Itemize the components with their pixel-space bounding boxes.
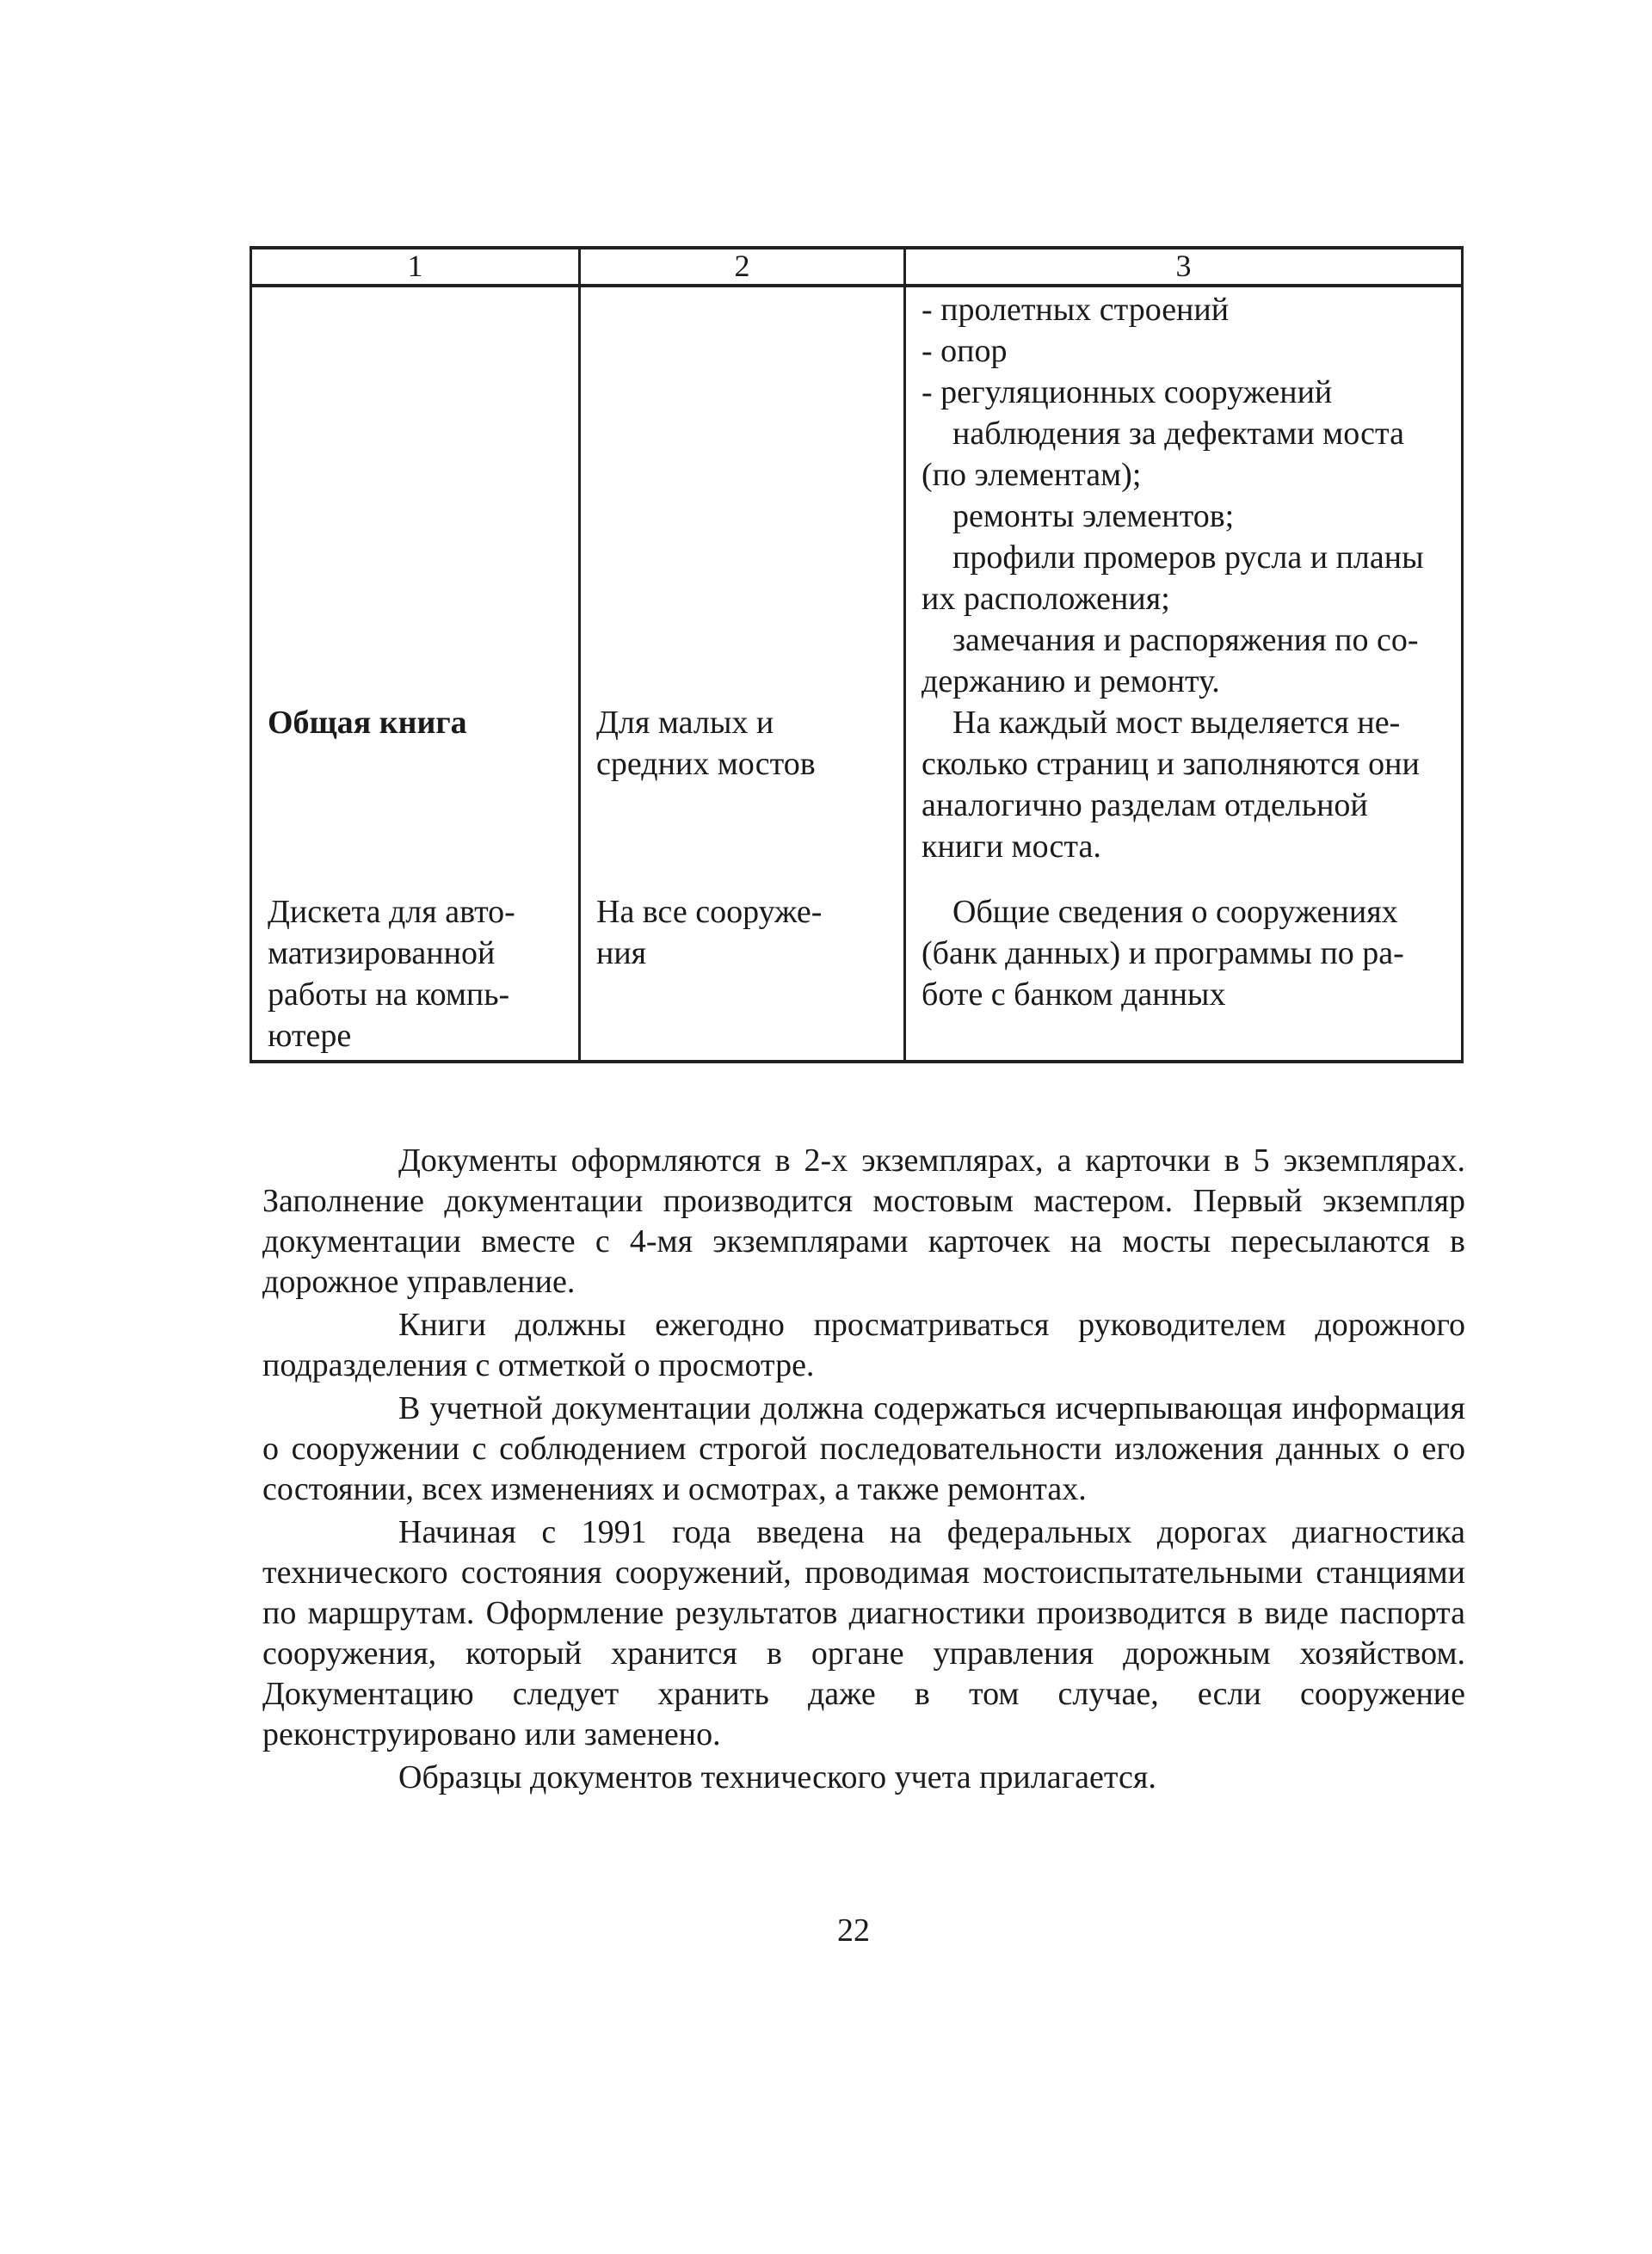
cell-line: наблюдения за дефектами моста	[952, 416, 1404, 452]
cell-line: - опор	[922, 333, 1008, 369]
paragraph: Образцы документов технического учета прилагается.	[398, 1759, 1156, 1795]
cell-line: Общие сведения о сооружениях	[952, 894, 1398, 930]
cell-line: Общая книга	[268, 705, 467, 741]
cell-line: Для малых и	[596, 705, 774, 741]
paragraph: Документы оформляются в 2-х экземплярах, а карточки в 5 экземплярах. Заполнение документации производится мостовым мастером. Первый экземпляр документации вместе с 4-мя экземплярами карточек на мосты пересылаются в дорожное управление.	[262, 1142, 1465, 1300]
cell-line: На все сооруже-	[596, 894, 823, 930]
cell-line: ютере	[268, 1018, 352, 1054]
paragraph: Книги должны ежегодно просматриваться руководителем дорожного подразделения с отметкой о просмотре.	[262, 1307, 1465, 1383]
cell-line: их расположения;	[922, 581, 1170, 617]
page-number: 22	[837, 1912, 870, 1949]
paragraph: Начиная с 1991 года введена на федеральных дорогах диагностика технического состояния сооружений, проводимая мостоиспытательными станциями по маршрутам. Оформление результатов диагностики производится в виде паспорта сооружения, который хранится в органе управления дорожным хозяйством. Документацию следует хранить даже в том случае, если сооружение реконструировано или заменено.	[262, 1514, 1465, 1752]
cell-line: На каждый мост выделяется не-	[952, 705, 1401, 741]
cell-line: Дискета для авто-	[268, 894, 515, 930]
paragraph: В учетной документации должна содержаться исчерпывающая информация о сооружении с соблюдением строгой последовательности изложения данных о его состоянии, всех изменениях и осмотрах, а также ремонтах.	[262, 1390, 1465, 1507]
table-row	[251, 702, 1463, 891]
cell-line: средних мостов	[596, 746, 816, 782]
row1-cell-3	[905, 286, 1463, 702]
body-text	[262, 1141, 1465, 1801]
column-header-1: 1	[251, 248, 580, 286]
row1-cell-1	[251, 286, 580, 702]
bridge-documents-table	[250, 246, 1464, 1063]
row3-cell-3	[905, 891, 1463, 1062]
row2-cell-3	[905, 702, 1463, 891]
cell-line: сколько страниц и заполняются они	[922, 746, 1420, 782]
cell-line: матизированной	[268, 935, 496, 971]
row3-cell-2	[580, 891, 905, 1062]
column-header-2: 2	[580, 248, 905, 286]
cell-line: - регуляционных сооружений	[922, 374, 1333, 410]
cell-line: работы на компь-	[268, 976, 510, 1013]
column-header-3: 3	[905, 248, 1463, 286]
row2-cell-1	[251, 702, 580, 891]
cell-line: (банк данных) и программы по ра-	[922, 935, 1404, 971]
cell-line: держанию и ремонту.	[922, 663, 1220, 699]
row3-cell-1	[251, 891, 580, 1062]
cell-line: замечания и распоряжения по со-	[952, 622, 1419, 658]
table-row	[251, 286, 1463, 702]
cell-line: профили промеров русла и планы	[952, 539, 1424, 576]
table-header-row	[251, 248, 1463, 286]
cell-line: (по элементам);	[922, 457, 1142, 493]
row2-cell-2	[580, 702, 905, 891]
cell-line: - пролетных строений	[922, 292, 1230, 328]
cell-line: ремонты элементов;	[952, 498, 1235, 534]
cell-line: книги моста.	[922, 828, 1101, 865]
cell-line: ния	[596, 935, 647, 971]
row1-cell-2	[580, 286, 905, 702]
cell-line: аналогично разделам отдельной	[922, 787, 1368, 823]
table-row	[251, 891, 1463, 1062]
cell-line: боте с банком данных	[922, 976, 1226, 1013]
